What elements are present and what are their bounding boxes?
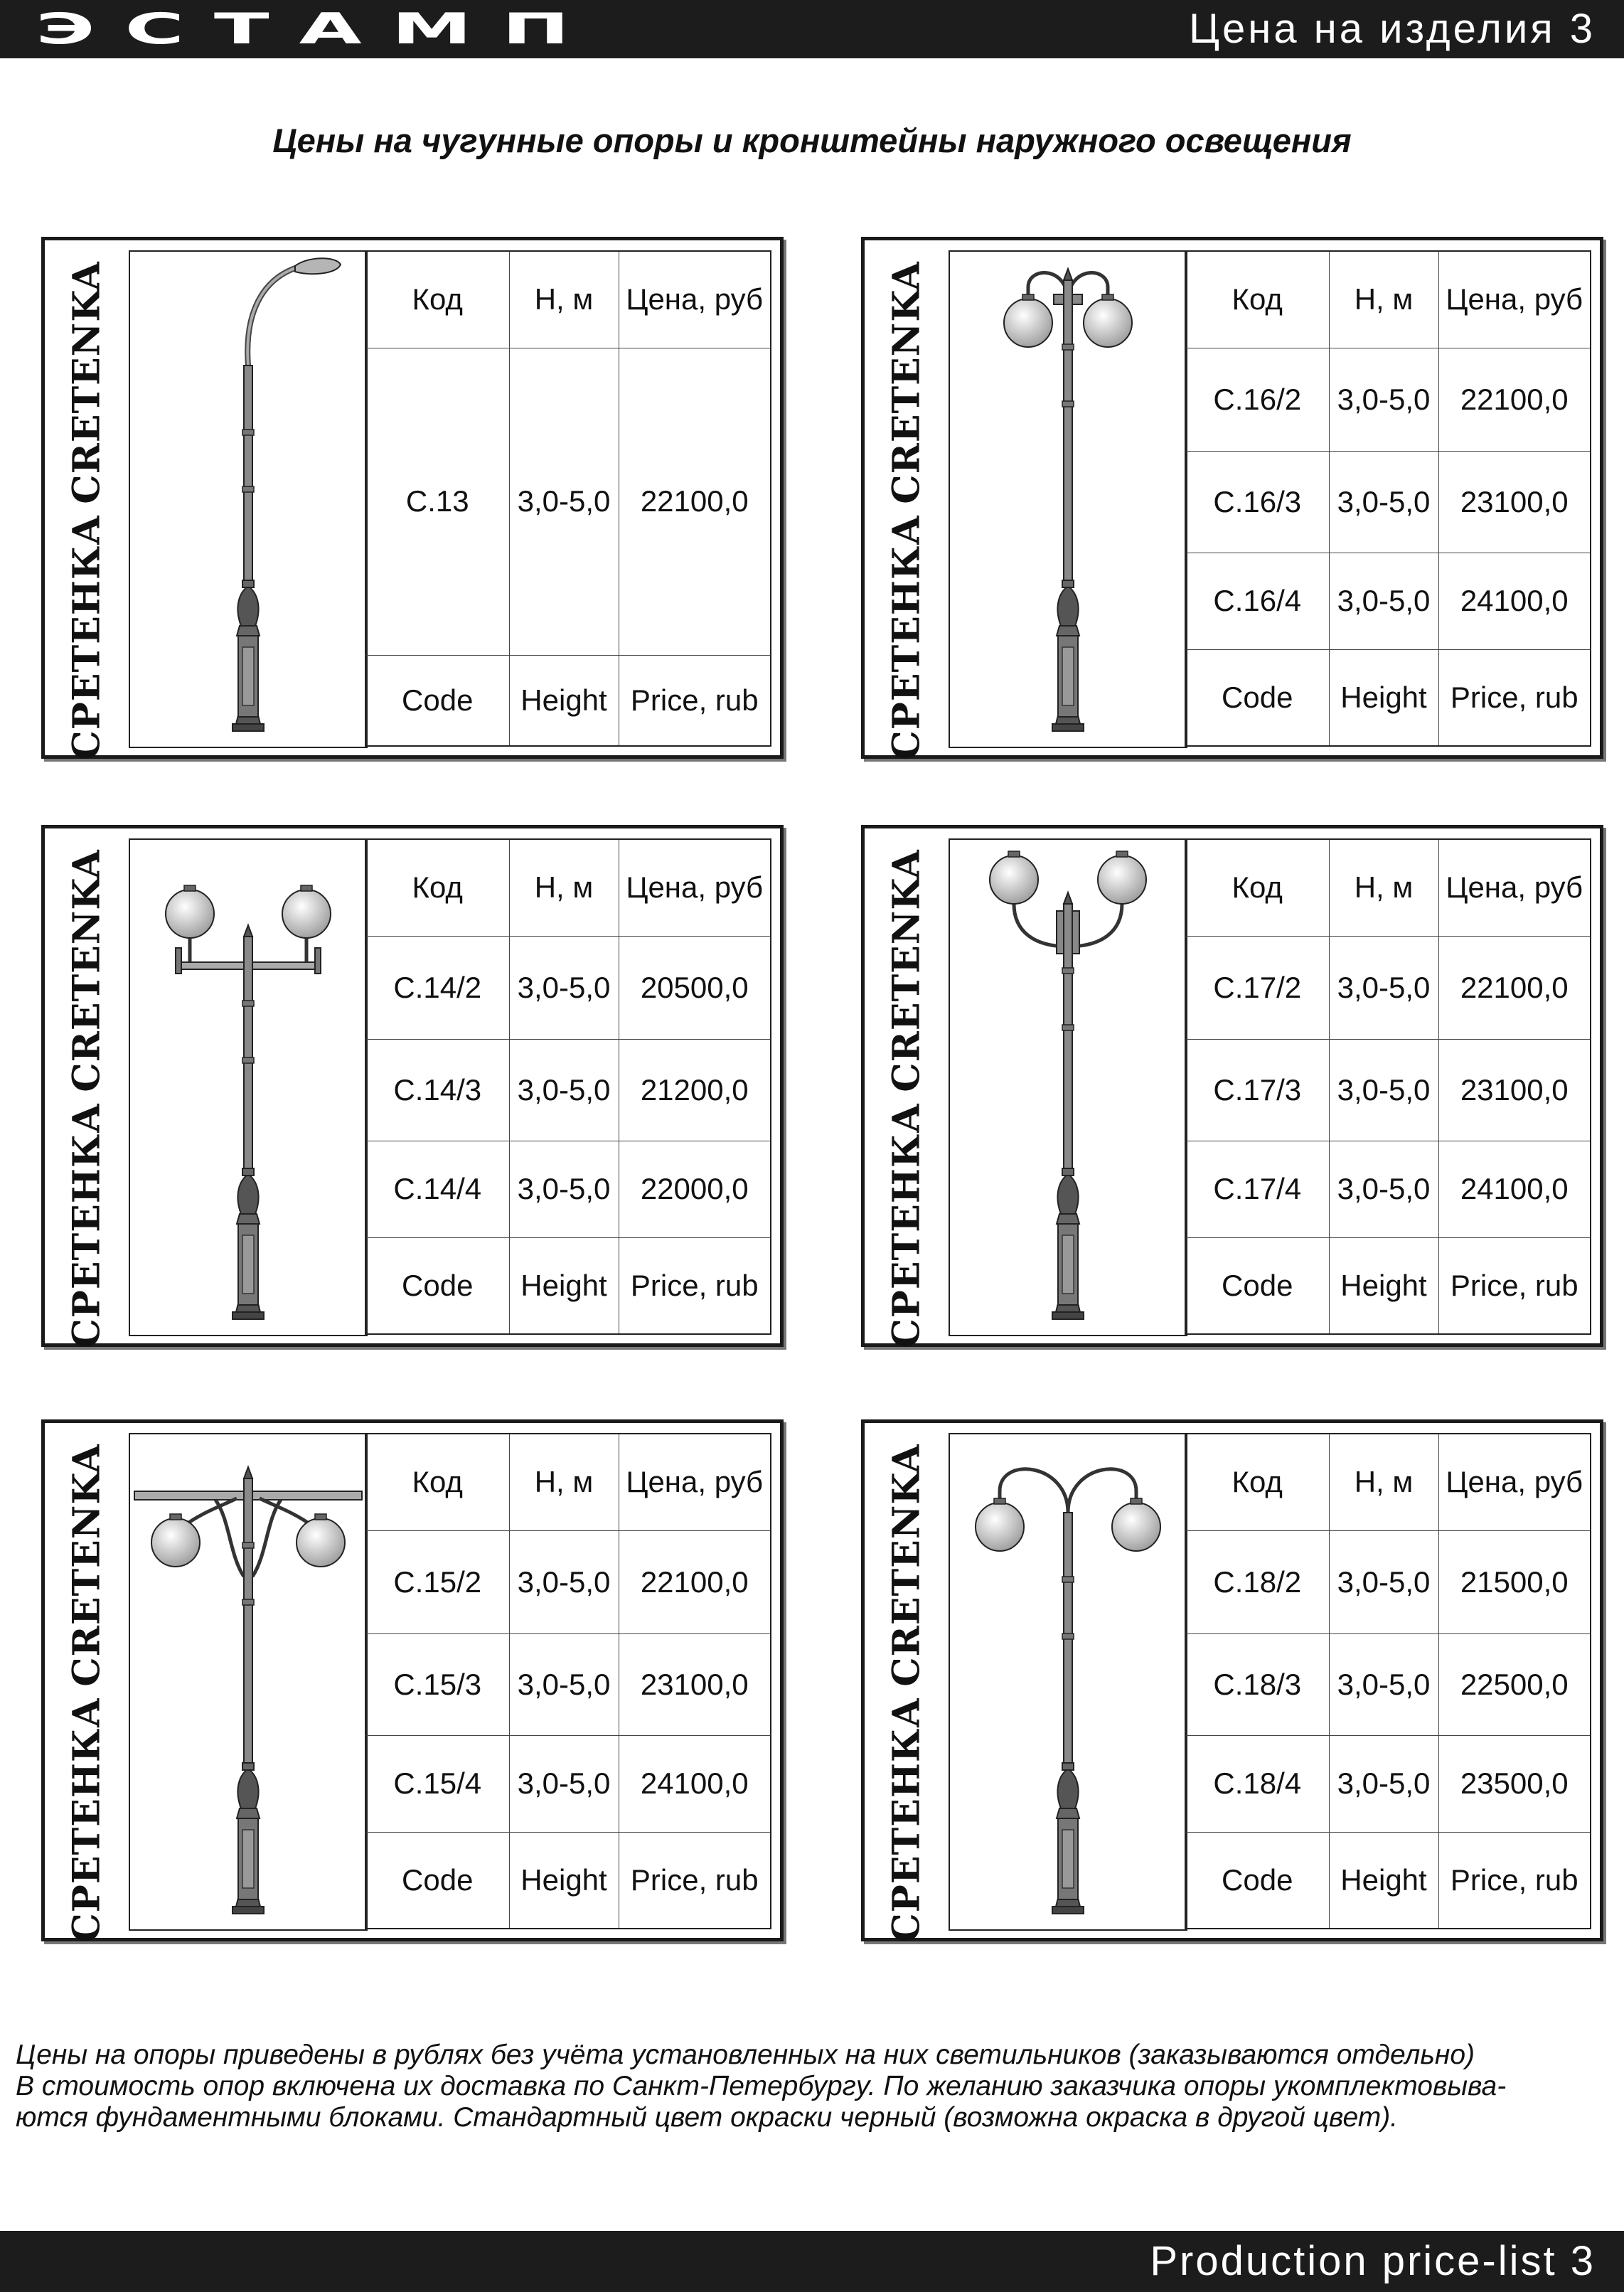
footnote-line: ются фундаментными блоками. Стандартный цвет окраски черный (возможна окраска в другой цвет). bbox=[16, 2102, 1399, 2133]
footnote bbox=[16, 2040, 1608, 2133]
footer-height: Height bbox=[509, 1237, 619, 1334]
series-label-cyrillic: СРЕТЕНКА bbox=[65, 1697, 109, 1943]
brand-logo: ЭСТАМП bbox=[36, 4, 599, 54]
series-label-latin: CRETENKA bbox=[65, 849, 109, 1092]
header-code: Код bbox=[365, 251, 509, 348]
table-header-row bbox=[1185, 839, 1591, 936]
header-code: Код bbox=[365, 1434, 509, 1530]
footer-height: Height bbox=[1329, 1832, 1438, 1929]
product-panel bbox=[861, 237, 1603, 759]
footer-page-title: Production price-list 3 bbox=[1150, 2238, 1596, 2284]
series-label-latin: CRETENKA bbox=[885, 261, 929, 504]
cell-height: 3,0-5,0 bbox=[509, 348, 619, 655]
cell-height: 3,0-5,0 bbox=[1329, 451, 1438, 553]
cell-price: 22000,0 bbox=[619, 1141, 771, 1237]
table-row bbox=[365, 1735, 771, 1832]
cell-height: 3,0-5,0 bbox=[1329, 1039, 1438, 1141]
series-label-latin: CRETENKA bbox=[65, 1444, 109, 1687]
pole-tall-hook-globes-icon bbox=[950, 1434, 1186, 1929]
price-table bbox=[1185, 250, 1591, 747]
cell-code: С.17/2 bbox=[1185, 936, 1329, 1039]
cell-code: С.16/2 bbox=[1185, 348, 1329, 451]
pole-straight-bar-globes-icon bbox=[130, 840, 366, 1335]
cell-price: 23100,0 bbox=[619, 1633, 771, 1735]
series-label bbox=[875, 1423, 939, 1943]
table-row bbox=[1185, 1530, 1591, 1633]
cell-price: 21500,0 bbox=[1438, 1530, 1591, 1633]
series-label bbox=[875, 828, 939, 1348]
price-table bbox=[365, 838, 771, 1335]
header-code: Код bbox=[1185, 251, 1329, 348]
page-title: Цены на чугунные опоры и кронштейны наружного освещения bbox=[272, 122, 1352, 159]
header-height: Н, м bbox=[1329, 839, 1438, 936]
table-row bbox=[1185, 553, 1591, 649]
header-bar bbox=[0, 0, 1624, 58]
cell-height: 3,0-5,0 bbox=[1329, 1735, 1438, 1832]
cell-code: С.15/2 bbox=[365, 1530, 509, 1633]
series-label-latin: CRETENKA bbox=[885, 1444, 929, 1687]
cell-price: 24100,0 bbox=[1438, 553, 1591, 649]
footer-code: Code bbox=[1185, 1237, 1329, 1334]
series-label-cyrillic: СРЕТЕНКА bbox=[885, 1697, 929, 1943]
cell-price: 22100,0 bbox=[1438, 936, 1591, 1039]
table-header-row bbox=[1185, 1434, 1591, 1530]
header-price: Цена, руб bbox=[1438, 839, 1591, 936]
header-height: Н, м bbox=[509, 839, 619, 936]
cell-price: 24100,0 bbox=[1438, 1141, 1591, 1237]
series-label bbox=[55, 240, 119, 760]
cell-code: С.16/4 bbox=[1185, 553, 1329, 649]
pole-tall-hook-globes-icon bbox=[949, 1433, 1187, 1931]
footer-price: Price, rub bbox=[619, 1832, 771, 1929]
cell-height: 3,0-5,0 bbox=[1329, 553, 1438, 649]
cell-height: 3,0-5,0 bbox=[509, 1633, 619, 1735]
table-row bbox=[1185, 1633, 1591, 1735]
cell-height: 3,0-5,0 bbox=[1329, 936, 1438, 1039]
cell-height: 3,0-5,0 bbox=[1329, 1530, 1438, 1633]
series-label-cyrillic: СРЕТЕНКА bbox=[885, 1102, 929, 1348]
footer-height: Height bbox=[1329, 649, 1438, 746]
series-label bbox=[55, 828, 119, 1348]
table-row bbox=[365, 348, 771, 655]
table-row bbox=[365, 936, 771, 1039]
cell-price: 23100,0 bbox=[1438, 1039, 1591, 1141]
cell-height: 3,0-5,0 bbox=[509, 1141, 619, 1237]
header-code: Код bbox=[365, 839, 509, 936]
pole-upturned-arms-globes-icon bbox=[949, 838, 1187, 1336]
table-row bbox=[1185, 1039, 1591, 1141]
cell-code: С.17/4 bbox=[1185, 1141, 1329, 1237]
header-price: Цена, руб bbox=[1438, 1434, 1591, 1530]
header-price: Цена, руб bbox=[1438, 251, 1591, 348]
header-price: Цена, руб bbox=[619, 839, 771, 936]
series-label-cyrillic: СРЕТЕНКА bbox=[65, 514, 109, 760]
cell-price: 23500,0 bbox=[1438, 1735, 1591, 1832]
table-row bbox=[1185, 936, 1591, 1039]
footer-price: Price, rub bbox=[619, 655, 771, 746]
product-panel bbox=[41, 1419, 784, 1941]
pole-straight-bar-globes-icon bbox=[129, 838, 368, 1336]
table-footer-row bbox=[365, 655, 771, 746]
footer-price: Price, rub bbox=[1438, 1237, 1591, 1334]
cell-price: 22100,0 bbox=[619, 348, 771, 655]
footer-code: Code bbox=[365, 1832, 509, 1929]
cell-height: 3,0-5,0 bbox=[509, 1039, 619, 1141]
header-page-title: Цена на изделия 3 bbox=[1189, 6, 1596, 52]
table-footer-row bbox=[1185, 649, 1591, 746]
cell-code: С.15/4 bbox=[365, 1735, 509, 1832]
table-header-row bbox=[365, 251, 771, 348]
price-table bbox=[365, 1433, 771, 1929]
footer-code: Code bbox=[1185, 1832, 1329, 1929]
table-header-row bbox=[1185, 251, 1591, 348]
footer-code: Code bbox=[1185, 649, 1329, 746]
series-label bbox=[875, 240, 939, 760]
series-label-cyrillic: СРЕТЕНКА bbox=[885, 514, 929, 760]
table-row bbox=[1185, 348, 1591, 451]
pole-single-curved-arm-icon bbox=[130, 252, 366, 747]
header-height: Н, м bbox=[1329, 251, 1438, 348]
table-header-row bbox=[365, 839, 771, 936]
table-row bbox=[365, 1530, 771, 1633]
pole-double-hook-globes-icon bbox=[950, 252, 1186, 747]
product-panel bbox=[861, 1419, 1603, 1941]
table-row bbox=[365, 1141, 771, 1237]
header-height: Н, м bbox=[509, 1434, 619, 1530]
cell-price: 20500,0 bbox=[619, 936, 771, 1039]
header-code: Код bbox=[1185, 1434, 1329, 1530]
cell-price: 22100,0 bbox=[1438, 348, 1591, 451]
footer-price: Price, rub bbox=[619, 1237, 771, 1334]
price-table bbox=[1185, 838, 1591, 1335]
table-row bbox=[365, 1039, 771, 1141]
cell-code: С.16/3 bbox=[1185, 451, 1329, 553]
price-table bbox=[365, 250, 771, 747]
table-row bbox=[365, 1633, 771, 1735]
footer-height: Height bbox=[509, 655, 619, 746]
footer-height: Height bbox=[509, 1832, 619, 1929]
cell-code: С.14/3 bbox=[365, 1039, 509, 1141]
cell-price: 22500,0 bbox=[1438, 1633, 1591, 1735]
header-price: Цена, руб bbox=[619, 1434, 771, 1530]
price-table bbox=[1185, 1433, 1591, 1929]
cell-height: 3,0-5,0 bbox=[1329, 348, 1438, 451]
cell-code: С.15/3 bbox=[365, 1633, 509, 1735]
series-label bbox=[55, 1423, 119, 1943]
cell-height: 3,0-5,0 bbox=[1329, 1141, 1438, 1237]
footer-price: Price, rub bbox=[1438, 649, 1591, 746]
cell-code: С.18/3 bbox=[1185, 1633, 1329, 1735]
table-row bbox=[1185, 1735, 1591, 1832]
header-price: Цена, руб bbox=[619, 251, 771, 348]
cell-price: 22100,0 bbox=[619, 1530, 771, 1633]
table-footer-row bbox=[1185, 1832, 1591, 1929]
series-label-latin: CRETENKA bbox=[885, 849, 929, 1092]
pole-upturned-arms-globes-icon bbox=[950, 840, 1186, 1335]
pole-crossbar-pendant-globes-icon bbox=[129, 1433, 368, 1931]
table-header-row bbox=[365, 1434, 771, 1530]
cell-code: С.18/4 bbox=[1185, 1735, 1329, 1832]
pole-single-curved-arm-icon bbox=[129, 250, 368, 748]
cell-price: 23100,0 bbox=[1438, 451, 1591, 553]
product-panel bbox=[41, 237, 784, 759]
footer-bar bbox=[0, 2231, 1624, 2292]
cell-code: С.14/4 bbox=[365, 1141, 509, 1237]
product-panel bbox=[861, 825, 1603, 1347]
cell-height: 3,0-5,0 bbox=[509, 936, 619, 1039]
footer-height: Height bbox=[1329, 1237, 1438, 1334]
pole-double-hook-globes-icon bbox=[949, 250, 1187, 748]
product-panel bbox=[41, 825, 784, 1347]
cell-price: 24100,0 bbox=[619, 1735, 771, 1832]
cell-height: 3,0-5,0 bbox=[509, 1735, 619, 1832]
pole-crossbar-pendant-globes-icon bbox=[130, 1434, 366, 1929]
header-height: Н, м bbox=[509, 251, 619, 348]
cell-price: 21200,0 bbox=[619, 1039, 771, 1141]
series-label-latin: CRETENKA bbox=[65, 261, 109, 504]
cell-height: 3,0-5,0 bbox=[1329, 1633, 1438, 1735]
cell-code: С.13 bbox=[365, 348, 509, 655]
cell-code: С.14/2 bbox=[365, 936, 509, 1039]
header-height: Н, м bbox=[1329, 1434, 1438, 1530]
footer-code: Code bbox=[365, 655, 509, 746]
table-footer-row bbox=[365, 1237, 771, 1334]
footnote-line: В стоимость опор включена их доставка по Санкт-Петербургу. По желанию заказчика опоры укомплектовыва- bbox=[16, 2071, 1507, 2101]
table-footer-row bbox=[365, 1832, 771, 1929]
cell-code: С.18/2 bbox=[1185, 1530, 1329, 1633]
cell-height: 3,0-5,0 bbox=[509, 1530, 619, 1633]
table-footer-row bbox=[1185, 1237, 1591, 1334]
footer-price: Price, rub bbox=[1438, 1832, 1591, 1929]
table-row bbox=[1185, 1141, 1591, 1237]
table-row bbox=[1185, 451, 1591, 553]
header-code: Код bbox=[1185, 839, 1329, 936]
footer-code: Code bbox=[365, 1237, 509, 1334]
cell-code: С.17/3 bbox=[1185, 1039, 1329, 1141]
footnote-line: Цены на опоры приведены в рублях без учёта установленных на них светильников (заказываются отдельно) bbox=[16, 2040, 1475, 2070]
series-label-cyrillic: СРЕТЕНКА bbox=[65, 1102, 109, 1348]
